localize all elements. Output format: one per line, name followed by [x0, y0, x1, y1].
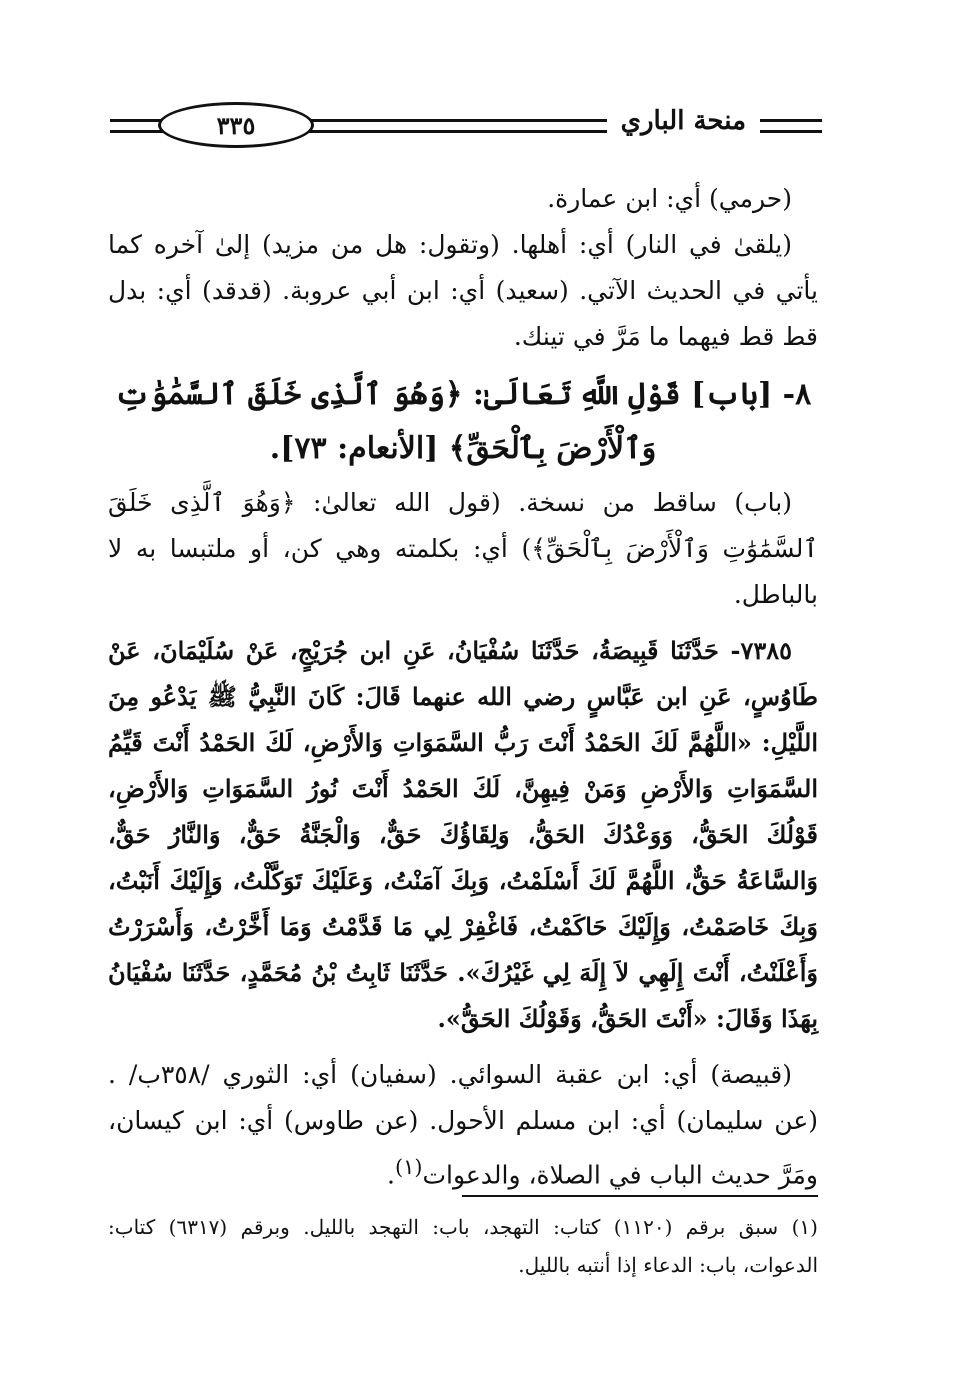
main-text	[108, 176, 818, 1198]
footnote-separator	[462, 1195, 818, 1197]
hadith-text: ٧٣٨٥- حَدَّثَنَا قَبِيصَةُ، حَدَّثَنَا سُفْيَانُ، عَنِ ابن جُرَيْجٍ، عَنْ سُلَيْمَانَ، عَنْ طَاوُسٍ، عَنِ ابن عَبَّاسٍ رضي الله عنهما قَالَ: كَانَ النَّبِيُّ ﷺ يَدْعُو مِنَ اللَّيْلِ: «اللَّهُمَّ لَكَ الحَمْدُ أَنْتَ رَبُّ السَّمَوَاتِ وَالأَرْضِ، لَكَ الحَمْدُ أَنْتَ قَيِّمُ السَّمَوَاتِ وَالأَرْضِ وَمَنْ فِيهِنَّ، لَكَ الحَمْدُ أَنْتَ نُورُ السَّمَوَاتِ وَالأَرْضِ، قَوْلُكَ الحَقُّ، وَوَعْدُكَ الحَقُّ، وَلِقَاؤُكَ حَقٌّ، وَالْجَنَّةُ حَقٌّ، وَالنَّارُ حَقٌّ، وَالسَّاعَةُ حَقٌّ، اللَّهُمَّ لَكَ أَسْلَمْتُ، وَبِكَ آمَنْتُ، وَعَلَيْكَ تَوَكَّلْتُ، وَإِلَيْكَ أَنَبْتُ، وَبِكَ خَاصَمْتُ، وَإِلَيْكَ حَاكَمْتُ، فَاغْفِرْ لِي مَا قَدَّمْتُ وَمَا أَخَّرْتُ، وَأَسْرَرْتُ وَأَعْلَنْتُ، أَنْتَ إِلَهِي لاَ إِلَهَ لِي غَيْرُكَ». حَدَّثَنَا ثَابِتُ بْنُ مُحَمَّدٍ، حَدَّثَنَا سُفْيَانُ بِهَذَا وَقَالَ: «أَنْتَ الحَقُّ، وَقَوْلُكَ الحَقُّ».	[108, 636, 818, 1033]
commentary-paragraph	[108, 1052, 818, 1198]
book-title: منحة الباري	[620, 106, 746, 136]
chapter-heading-line: وَٱلْأَرْضَ بِٱلْحَقِّ﴾ [الأنعام: ٧٣].	[269, 431, 657, 466]
commentary-paragraph: (يلقىٰ في النار) أي: أهلها. (وتقول: هل من مزيد) إلىٰ آخره كما يأتي في الحديث الآتي. (سعيد) أي: ابن أبي عروبة. (قدقد) أي: بدل قط قط فيهما ما مَرَّ في تينك.	[108, 230, 818, 351]
commentary-paragraph: (باب) ساقط من نسخة. (قول الله تعالىٰ: ﴿وَهُوَ ٱلَّذِى خَلَقَ ٱلسَّمَٰوَٰتِ وَٱلْأَرْضَ بِٱلْحَقِّ﴾) أي: بكلمته وهي كن، أو ملتبسا به لا بالباطل.	[108, 488, 818, 609]
page-number: ٣٣٥	[216, 110, 256, 140]
book-title-box	[607, 106, 760, 136]
footnote-reference: (١)	[395, 1155, 423, 1179]
commentary-paragraph: (حرمي) أي: ابن عمارة.	[547, 184, 792, 213]
chapter-heading-line: ٨- [باب] قَوْلِ اللَّهِ تَعَالَىٰ: ﴿وَهُوَ ٱلَّذِى خَلَقَ ٱلسَّمَٰوَٰتِ	[114, 377, 812, 412]
chapter-heading	[108, 368, 818, 476]
footnotes	[108, 1208, 818, 1284]
sentence-end: .	[387, 1160, 395, 1190]
page-header	[110, 102, 822, 158]
page-number-oval	[158, 102, 314, 148]
footnote: (١) سبق برقم (١١٢٠) كتاب: التهجد، باب: التهجد بالليل. وبرقم (٦٣١٧) كتاب: الدعوات، باب: الدعاء إذا أنتبه بالليل.	[108, 1215, 818, 1277]
commentary-text: (قبيصة) أي: ابن عقبة السوائي. (سفيان) أي: الثوري /٣٥٨ب/ . (عن سليمان) أي: ابن مسلم الأحول. (عن طاوس) أي: ابن كيسان، ومَرَّ حديث الباب في الصلاة، والدعوات	[108, 1060, 818, 1190]
